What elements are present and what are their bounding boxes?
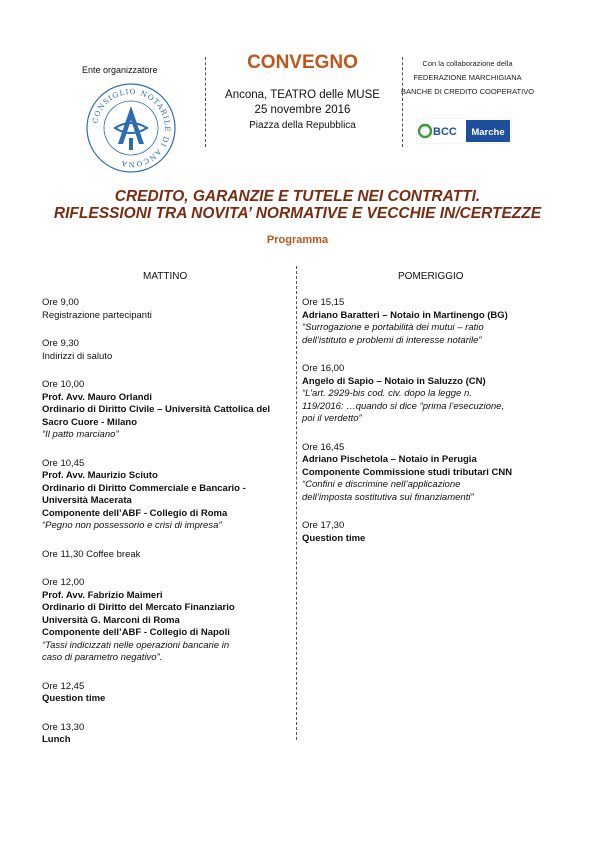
svg-text:CONSIGLIO NOTARILE DI ANCONA	[90, 87, 172, 169]
schedule-time: Ore 10,00	[42, 379, 85, 390]
speaker-line: Componente dell’ABF - Collegio di Napoli	[42, 627, 230, 638]
speaker-line: Università Macerata	[42, 495, 132, 506]
schedule-item	[42, 297, 292, 322]
speaker-line: Prof. Avv. Mauro Orlandi	[42, 391, 152, 403]
schedule-time: Ore 9,00	[42, 297, 79, 308]
speaker-line: Sacro Cuore - Milano	[42, 416, 138, 428]
talk-title-line: dell’istituto e problemi di interesse notarile”	[302, 334, 482, 346]
speaker-line: Ordinario di Diritto Commerciale e Bancario -	[42, 482, 246, 494]
talk-title-line: “Pegno non possessorio e crisi di impresa”	[42, 520, 222, 531]
schedule-time: Ore 13,30	[42, 721, 85, 733]
schedule-item	[42, 379, 292, 442]
title-line-1: CREDITO, GARANZIE E TUTELE NEI CONTRATTI.	[114, 188, 481, 205]
schedule-time: Ore 12,45	[42, 680, 85, 692]
speaker-line: Adriano Pischetola – Notaio in Perugia	[302, 454, 477, 465]
venue: Ancona, TEATRO delle MUSE	[225, 89, 380, 101]
schedule-time: Ore 16,45	[302, 441, 345, 453]
column-divider	[296, 266, 297, 740]
schedule-time: Ore 9,30	[42, 338, 79, 349]
conference-title	[30, 188, 565, 222]
organizer-label: Ente organizzatore	[82, 65, 158, 75]
collab-line-3: BANCHE DI CREDITO COOPERATIVO	[400, 87, 535, 96]
title-line-2: RIFLESSIONI TRA NOVITA’ NORMATIVE E VECCHIE IN/CERTEZZE	[53, 205, 542, 222]
bcc-logo-text: BCC	[433, 126, 457, 138]
speaker-line: Ordinario di Diritto del Mercato Finanziario	[42, 602, 235, 613]
talk-title-line: “Tassi indicizzati nelle operazioni bancarie in	[42, 639, 230, 651]
collaboration-block	[395, 57, 540, 99]
schedule-item	[302, 442, 562, 505]
speaker-line: Università G. Marconi di Roma	[42, 614, 180, 626]
talk-title-line: dell’imposta sostitutiva sui finanziamenti”	[302, 491, 474, 503]
bcc-marche-logo-icon	[416, 118, 512, 144]
schedule-item	[42, 458, 292, 533]
schedule-time: Ore 10,45	[42, 457, 85, 469]
speaker-line: Question time	[302, 532, 366, 544]
bcc-logo-marche-text: Marche	[471, 127, 505, 138]
afternoon-schedule	[302, 297, 562, 561]
speaker-line: Ordinario di Diritto Civile – Università Cattolica del	[42, 404, 271, 415]
speaker-line: Angelo di Sapio – Notaio in Saluzzo (CN)	[302, 375, 486, 387]
speaker-line: Componente dell’ABF - Collegio di Roma	[42, 507, 228, 519]
afternoon-heading: POMERIGGIO	[398, 271, 464, 282]
talk-title-line: “Il patto marciano”	[42, 429, 119, 440]
schedule-item	[42, 681, 292, 706]
schedule-time: Ore 16,00	[302, 363, 345, 374]
notarial-council-seal-icon	[85, 82, 177, 174]
schedule-time: Ore 15,15	[302, 297, 345, 308]
schedule-detail: Registrazione partecipanti	[42, 309, 152, 321]
morning-schedule	[42, 297, 292, 763]
header-divider-left	[205, 57, 206, 147]
schedule-item	[42, 722, 292, 747]
speaker-line: Prof. Avv. Maurizio Sciuto	[42, 470, 158, 481]
collab-line-1: Con la collaborazione della	[422, 59, 513, 68]
schedule-item	[42, 338, 292, 363]
schedule-time: Ore 11,30 Coffee break	[42, 548, 141, 560]
talk-title-line: “L’art. 2929-bis cod. civ. dopo la legge n.	[302, 388, 472, 399]
event-header	[210, 52, 395, 133]
event-date: 25 novembre 2016	[254, 104, 351, 116]
schedule-item	[42, 577, 292, 665]
schedule-item	[302, 520, 562, 545]
schedule-item	[42, 549, 292, 562]
schedule-detail: Indirizzi di saluto	[42, 350, 113, 362]
talk-title-line: “Surrogazione e portabilità dei mutui – ratio	[302, 322, 484, 333]
address: Piazza della Repubblica	[249, 120, 356, 131]
schedule-item	[302, 363, 562, 426]
speaker-line: Componente Commissione studi tributari CNN	[302, 466, 513, 478]
schedule-item	[302, 297, 562, 347]
talk-title-line: “Confini e discrimine nell’applicazione	[302, 479, 461, 490]
schedule-time: Ore 12,00	[42, 577, 85, 588]
morning-heading: MATTINO	[143, 271, 188, 282]
programma-heading: Programma	[266, 234, 329, 246]
talk-title-line: caso di parametro negativo”.	[42, 652, 163, 663]
schedule-time: Ore 17,30	[302, 520, 345, 531]
collab-line-2: FEDERAZIONE MARCHIGIANA	[413, 73, 522, 82]
talk-title-line: 119/2016: …quando si dice “prima l’esecuzione,	[302, 400, 505, 412]
speaker-line: Lunch	[42, 734, 71, 745]
speaker-line: Prof. Avv. Fabrizio Maimeri	[42, 589, 163, 601]
seal-text: CONSIGLIO NOTARILE DI ANCONA	[90, 86, 173, 170]
talk-title-line: poi il verdetto”	[302, 413, 362, 424]
event-type: CONVEGNO	[247, 52, 358, 73]
speaker-line: Adriano Baratteri – Notaio in Martinengo (BG)	[302, 309, 508, 321]
speaker-line: Question time	[42, 693, 106, 704]
